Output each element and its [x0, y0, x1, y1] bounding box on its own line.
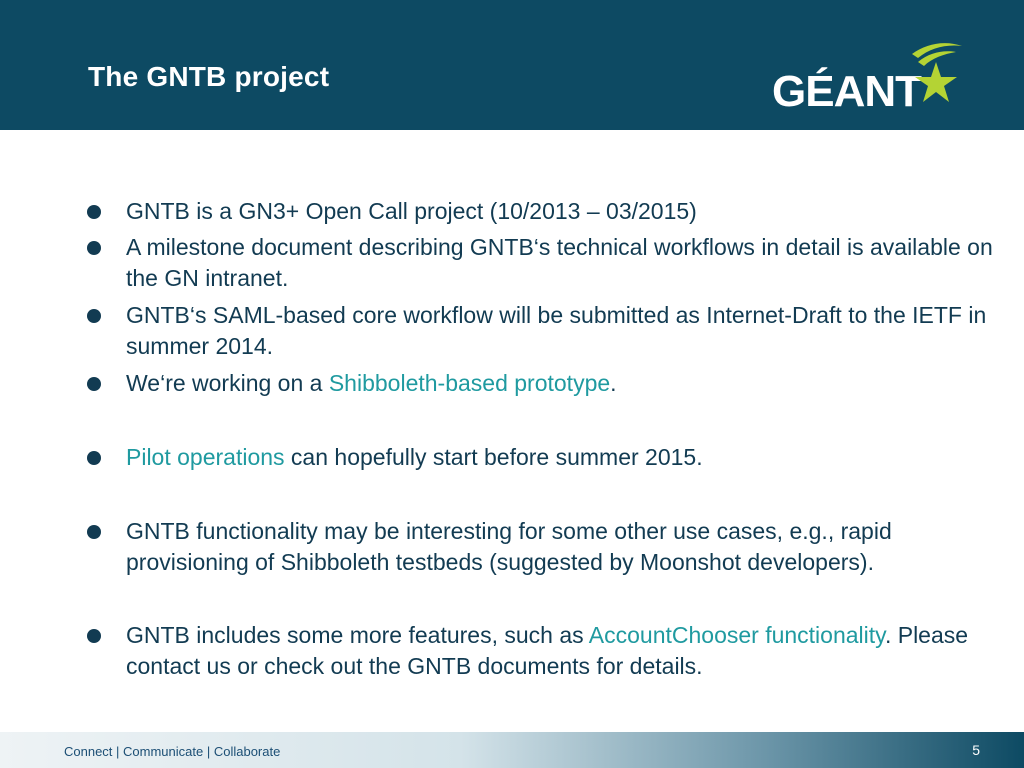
bullet-item [80, 442, 1000, 473]
bullet-list [80, 196, 1000, 682]
bullet-dot-icon [87, 377, 101, 391]
bullet-dot-icon [87, 309, 101, 323]
bullet-text: can hopefully start before summer 2015. [284, 444, 703, 470]
bullet-item [80, 368, 1000, 399]
pilot-operations-link[interactable]: Pilot operations [126, 444, 285, 470]
star-icon [908, 40, 964, 116]
footer-separator: | [203, 744, 214, 759]
footer-collaborate: Collaborate [213, 744, 281, 759]
bullet-item [80, 516, 1000, 578]
accountchooser-link[interactable]: AccountChooser functionality [588, 622, 885, 648]
bullet-text: GNTB includes some more features, such as [126, 622, 589, 648]
bullet-item [80, 300, 1000, 362]
bullet-text: We‘re working on a [126, 370, 329, 396]
bullet-text: A milestone document describing GNTB‘s technical workflows in detail is available on the GN intranet. [126, 234, 993, 291]
bullet-text: GNTB is a GN3+ Open Call project (10/2013 – 03/2015) [126, 198, 697, 224]
footer-separator: | [112, 744, 124, 759]
bullet-dot-icon [87, 451, 101, 465]
bullet-dot-icon [87, 241, 101, 255]
bullet-dot-icon [87, 629, 101, 643]
slide-title: The GNTB project [88, 61, 330, 92]
bullet-text: GNTB‘s SAML-based core workflow will be submitted as Internet-Draft to the IETF in summer 2014. [126, 302, 987, 359]
footer-tagline [64, 744, 280, 759]
slide-header [0, 0, 1024, 130]
footer-connect: Connect [64, 744, 113, 759]
footer-communicate: Communicate [123, 744, 204, 759]
bullet-text: . [610, 370, 617, 396]
shibboleth-prototype-link[interactable]: Shibboleth-based prototype [328, 370, 611, 396]
slide-footer [0, 732, 1024, 768]
geant-logo [772, 40, 962, 116]
page-number: 5 [972, 742, 980, 758]
bullet-text: . Please contact us or check out the GNTB documents for details. [126, 622, 969, 679]
bullet-dot-icon [87, 525, 101, 539]
bullet-item [80, 232, 1000, 294]
bullet-item [80, 620, 1000, 682]
bullet-text: GNTB functionality may be interesting for some other use cases, e.g., rapid provisioning of Shibboleth testbeds (suggested by Moonshot developers). [126, 518, 892, 575]
bullet-dot-icon [87, 205, 101, 219]
geant-logo-text: GÉANT [772, 67, 921, 116]
bullet-item [80, 196, 1000, 227]
